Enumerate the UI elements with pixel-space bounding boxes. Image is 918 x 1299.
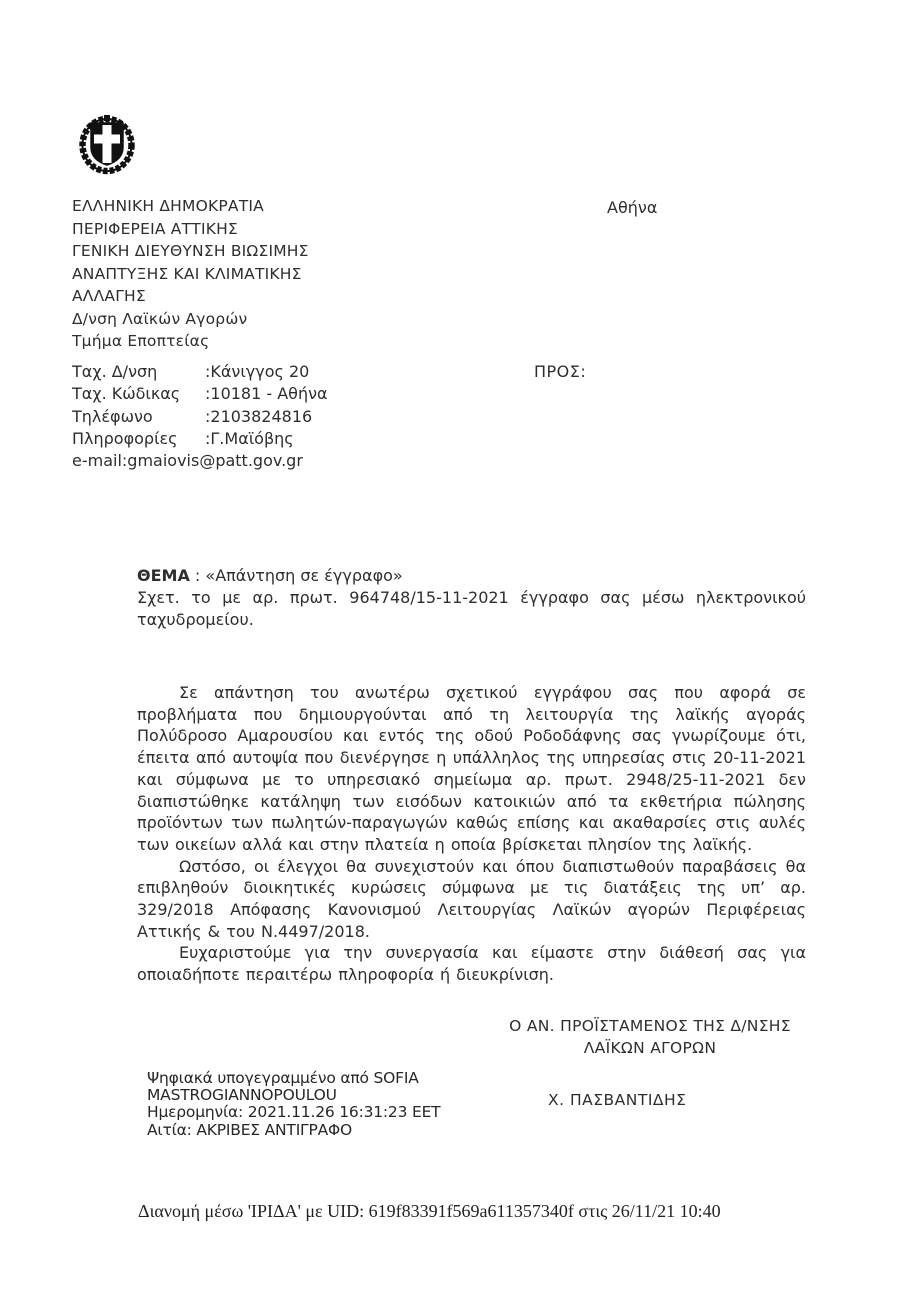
org-line-directorate-2: ΑΝΑΠΤΥΞΗΣ ΚΑΙ ΚΛΙΜΑΤΙΚΗΣ (72, 264, 302, 283)
contact-label-address: Ταχ. Δ/νση (72, 362, 158, 381)
signature-title-line2: ΛΑΪΚΩΝ ΑΓΟΡΩΝ (583, 1039, 717, 1057)
contact-value-postcode: :10181 - Αθήνα (205, 384, 328, 404)
signature-name: Χ. ΠΑΣΒΑΝΤΙΔΗΣ (548, 1091, 687, 1109)
subject-reference: Σχετ. το με αρ. πρωτ. 964748/15-11-2021 έγγραφο σας μέσω ηλεκτρονικού ταχυδρομείου. (137, 588, 806, 629)
contact-row-phone (72, 406, 412, 428)
contact-value-address: :Κάνιγγος 20 (205, 362, 310, 381)
org-line-division: Δ/νση Λαϊκών Αγορών (72, 309, 248, 328)
letter-body (137, 682, 806, 986)
org-line-republic: ΕΛΛΗΝΙΚΗ ΔΗΜΟΚΡΑΤΙΑ (72, 197, 264, 215)
stamp-line-signed-by: Ψηφιακά υπογεγραμμένο από SOFIA (147, 1069, 419, 1087)
contact-label-info: Πληροφορίες (72, 428, 178, 448)
contact-value-info: :Γ.Μαϊόβης (205, 428, 294, 448)
contact-row-address (72, 361, 412, 383)
org-line-department: Τμήμα Εποπτείας (72, 332, 210, 350)
body-paragraph-2: Ωστόσο, οι έλεγχοι θα συνεχιστούν και όπου διαπιστωθούν παραβάσεις θα επιβληθούν διοικητικές κυρώσεις σύμφωνα με τις διατάξεις της υπ’ αρ. 329/2018 Απόφασης Κανονισμού Λειτουργίας Λαϊκών αγορών Περιφέρειας Αττικής & του Ν.4497/2018. (137, 856, 806, 941)
org-line-directorate-3: ΑΛΛΑΓΗΣ (72, 287, 146, 305)
contact-block (72, 361, 412, 472)
contact-row-postcode (72, 383, 412, 405)
signature-title-line1: Ο ΑΝ. ΠΡΟΪΣΤΑΜΕΝΟΣ ΤΗΣ Δ/ΝΣΗΣ (509, 1017, 791, 1035)
digital-signature-stamp (147, 1070, 477, 1139)
to-label: ΠΡΟΣ: (534, 362, 587, 381)
body-paragraph-3: Ευχαριστούμε για την συνεργασία και είμαστε στην διάθεσή σας για οποιαδήποτε περαιτέρω πληροφορία ή διευκρίνιση. (137, 943, 806, 985)
contact-row-info (72, 428, 412, 450)
letterhead-org-block (72, 195, 402, 353)
signature-title-block (450, 1015, 850, 1059)
contact-label-phone: Τηλέφωνο (72, 406, 153, 426)
stamp-line-reason: Αιτία: ΑΚΡΙΒΕΣ ΑΝΤΙΓΡΑΦΟ (147, 1120, 353, 1139)
stamp-line-date: Ημερομηνία: 2021.11.26 16:31:23 EET (147, 1103, 441, 1122)
city-label: Αθήνα (607, 198, 658, 217)
subject-title: «Απάντηση σε έγγραφο» (205, 566, 403, 585)
greek-coat-of-arms-icon (78, 112, 136, 176)
org-line-directorate-1: ΓΕΝΙΚΗ ΔΙΕΥΘΥΝΣΗ ΒΙΩΣΙΜΗΣ (72, 242, 309, 260)
subject-block (137, 565, 806, 631)
body-paragraph-1: Σε απάντηση του ανωτέρω σχετικού εγγράφου σας που αφορά σε προβλήματα που δημιουργούνται από τη λειτουργία της λαϊκής αγοράς Πολύδροσο Αμαρουσίου και εντός της οδού Ροδοδάφνης σας γνωρίζουμε ότι, έπειτα από αυτοψία που διενέργησε η υπάλληλος της υπηρεσίας στις 20-11-2021 και σύμφωνα με το υπηρεσιακό σημείωμα αρ. πρωτ. 2948/25-11-2021 δεν διαπιστώθηκε κατάληψη των εισόδων κατοικιών από τα εκθετήρια πώλησης προϊόντων των πωλητών-παραγωγών καθώς επίσης και ακαθαρσίες στις αυλές των οικείων αλλά και στην πλατεία η οποία βρίσκεται πλησίον της λαϊκής. (137, 683, 806, 854)
subject-separator: : (189, 566, 206, 585)
org-line-region: ΠΕΡΙΦΕΡΕΙΑ ΑΤΤΙΚΗΣ (72, 219, 238, 238)
contact-label-postcode: Ταχ. Κώδικας (72, 384, 181, 404)
stamp-line-signer-name: MASTROGIANNOPOULOU (147, 1086, 337, 1105)
subject-label: ΘΕΜΑ (137, 566, 190, 585)
contact-email: e-mail:gmaiovis@patt.gov.gr (72, 451, 303, 471)
distribution-footer: Διανομή μέσω 'ΙΡΙΔΑ' με UID: 619f83391f569a611357340f στις 26/11/21 10:40 (138, 1201, 721, 1221)
subject-line (137, 565, 806, 587)
contact-value-phone: :2103824816 (205, 406, 313, 426)
